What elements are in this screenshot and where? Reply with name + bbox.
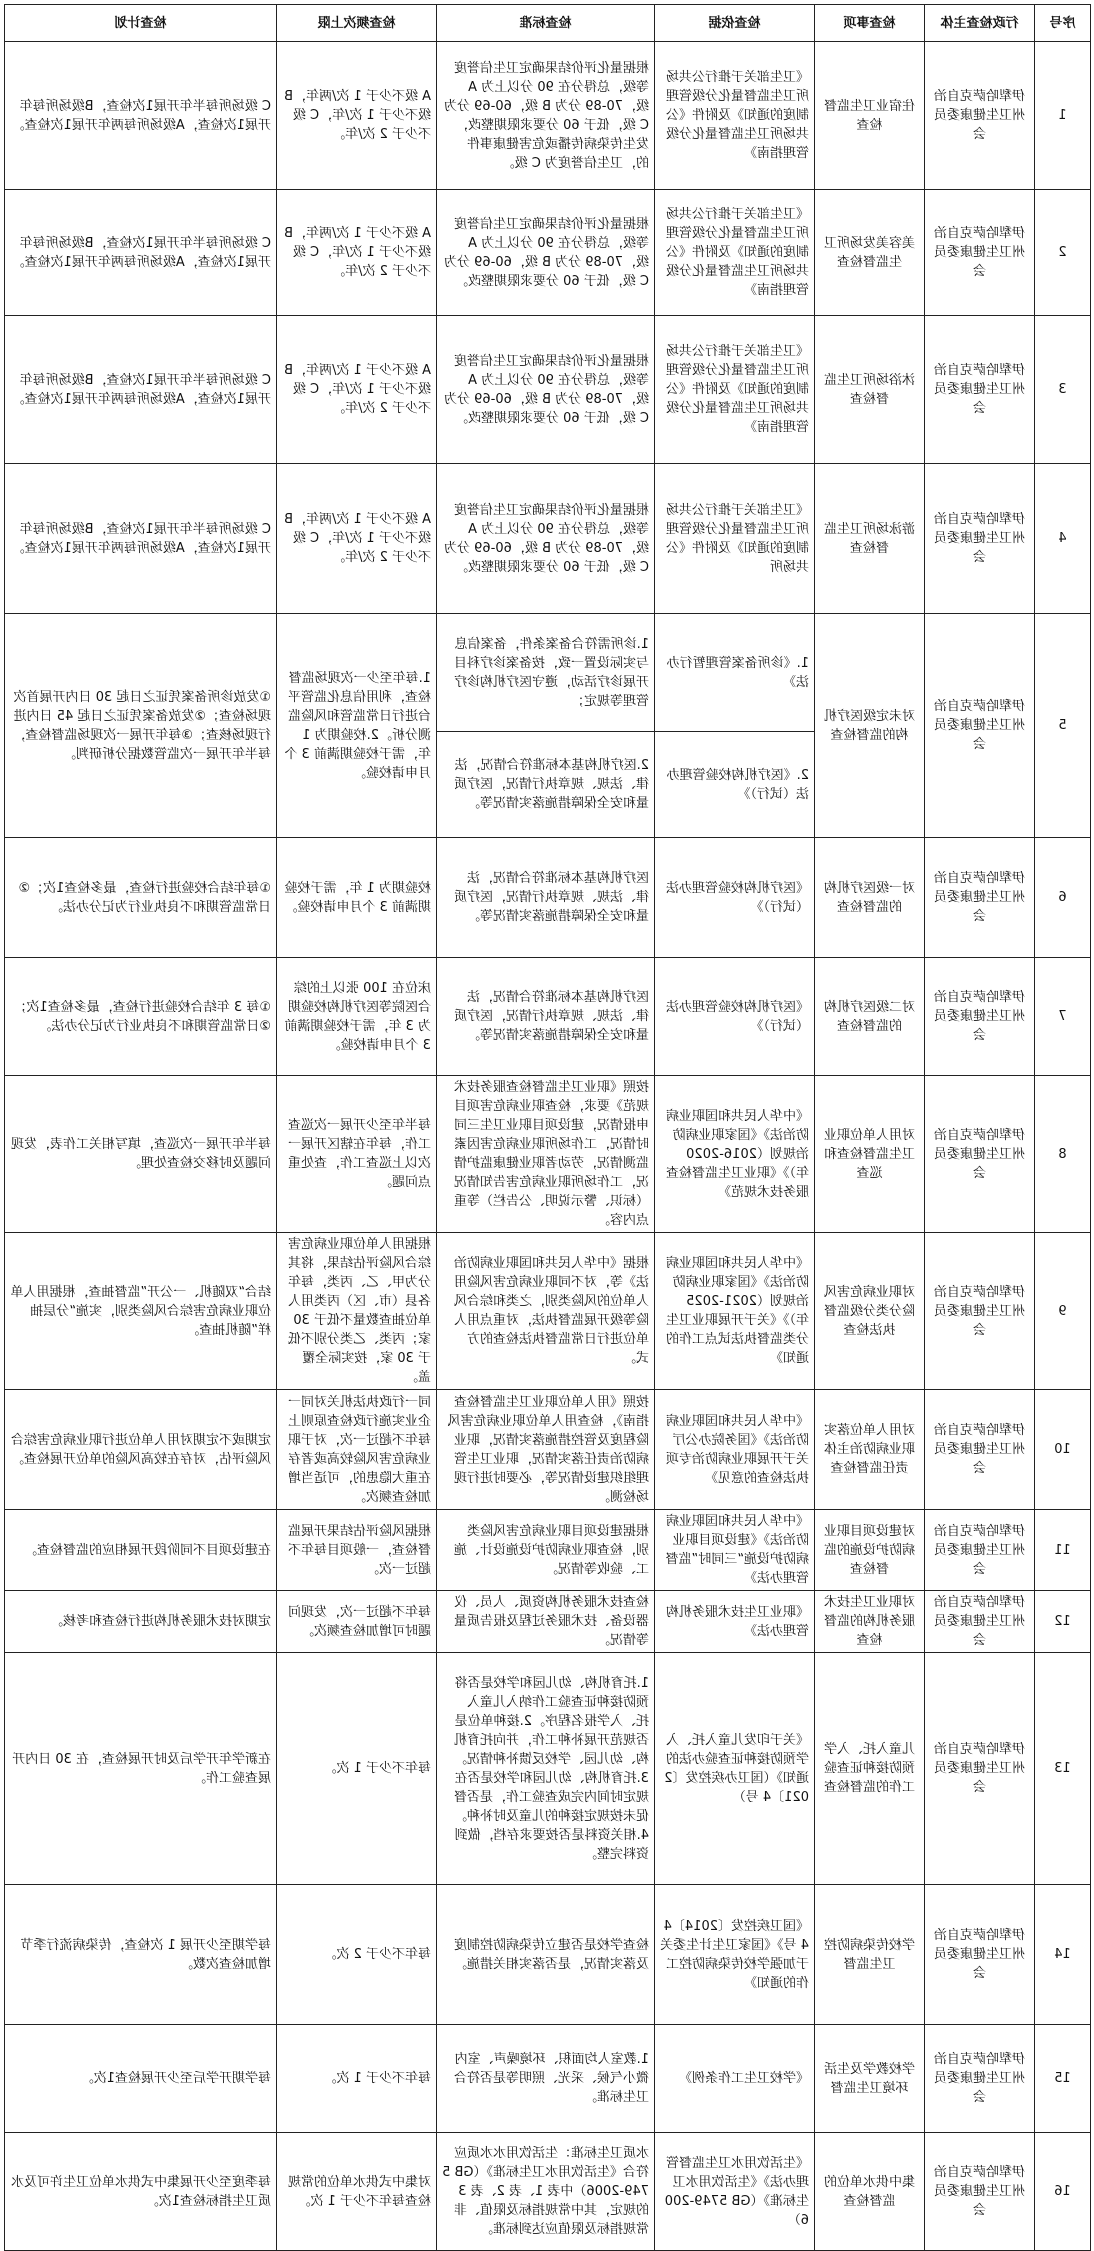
cell-plan: 每学期至少开展 1 次检查，传染病流行季节增加检查次数。 bbox=[5, 1885, 277, 2025]
cell-subject: 伊犁哈萨克自治州卫生健康委员会 bbox=[925, 2025, 1035, 2133]
cell-item: 美容美发场所卫生监督检查 bbox=[815, 190, 925, 316]
cell-frequency: 每年不少于 2 次。 bbox=[277, 1885, 437, 2025]
cell-subject: 伊犁哈萨克自治州卫生健康委员会 bbox=[925, 464, 1035, 614]
cell-standard: 1.诊所需符合备案条件，备案信息与实际设置一致，按备案诊疗科目开展诊疗活动，遵守医疗机构诊疗管理等规定； bbox=[437, 614, 655, 732]
cell-no: 10 bbox=[1035, 1390, 1091, 1510]
table-row bbox=[5, 1653, 1091, 1885]
cell-basis: 《卫生部关于推行公共场所卫生监督量化分级管理制度的通知》及附件《公共场所 bbox=[655, 464, 815, 614]
cell-basis: 《医疗机构校验管理办法（试行）》 bbox=[655, 838, 815, 958]
cell-no: 12 bbox=[1035, 1591, 1091, 1653]
cell-no: 6 bbox=[1035, 838, 1091, 958]
cell-plan: ①每年结合校验进行检查，最多检查1次；②日常监管期和不良执业行为记分办法。 bbox=[5, 838, 277, 958]
cell-standard: 2.医疗机构基本标准符合情况，法律、法规、规章执行情况，医疗质量和安全保障措施落实情况等。 bbox=[437, 732, 655, 838]
cell-subject: 伊犁哈萨克自治州卫生健康委员会 bbox=[925, 1076, 1035, 1233]
header-subject: 行政检查主体 bbox=[925, 5, 1035, 42]
cell-standard: 医疗机构基本标准符合情况，法律、法规、规章执行情况，医疗质量和安全保障措施落实情况等。 bbox=[437, 958, 655, 1076]
cell-basis: 《医疗机构校验管理办法（试行）》 bbox=[655, 958, 815, 1076]
cell-no: 16 bbox=[1035, 2133, 1091, 2251]
header-plan: 检查计划 bbox=[5, 5, 277, 42]
cell-frequency: A 级不少于 1 次/两年，B 级不少于 1 次/年，C 级不少于 2 次/年。 bbox=[277, 190, 437, 316]
cell-plan: 在新学年开学后及时开展检查，在 30 日内开展查验工作。 bbox=[5, 1653, 277, 1885]
cell-frequency: 根据用人单位职业病危害综合风险评估结果，将其分为甲、乙、丙类，每年各县（市、区）丙类用人单位抽查数量不低于 30 家；丙类、乙类分别不低于 30 家，按实际全覆盖。 bbox=[277, 1233, 437, 1390]
header-row bbox=[5, 5, 1091, 42]
cell-plan: 每半年开展一次巡查，填写相关工作表，发现问题及时移交检查处理。 bbox=[5, 1076, 277, 1233]
cell-frequency: A 级不少于 1 次/两年，B 级不少于 1 次/年，C 级不少于 2 次/年。 bbox=[277, 42, 437, 190]
table-row bbox=[5, 1390, 1091, 1510]
cell-subject: 伊犁哈萨克自治州卫生健康委员会 bbox=[925, 1390, 1035, 1510]
cell-frequency: 每年不少于 1 次。 bbox=[277, 1653, 437, 1885]
cell-subject: 伊犁哈萨克自治州卫生健康委员会 bbox=[925, 1653, 1035, 1885]
cell-subject: 伊犁哈萨克自治州卫生健康委员会 bbox=[925, 1233, 1035, 1390]
cell-item: 对一级医疗机构的监督检查 bbox=[815, 838, 925, 958]
table-row bbox=[5, 1591, 1091, 1653]
cell-item: 集中供水单位的监督检查 bbox=[815, 2133, 925, 2251]
cell-item: 住宿业卫生监督检查 bbox=[815, 42, 925, 190]
cell-no: 2 bbox=[1035, 190, 1091, 316]
cell-item: 对用人单位职业卫生监督检查和巡查 bbox=[815, 1076, 925, 1233]
cell-basis: 1.《诊所备案管理暂行办法》 bbox=[655, 614, 815, 732]
cell-no: 13 bbox=[1035, 1653, 1091, 1885]
cell-basis: 2.《医疗机构校验管理办法（试行）》 bbox=[655, 732, 815, 838]
cell-plan: ①每 3 年结合校验进行检查，最多检查1次；②日常监管期和不良执业行为记分办法。 bbox=[5, 958, 277, 1076]
cell-no: 15 bbox=[1035, 2025, 1091, 2133]
cell-standard: 根据量化评价结果确定卫生信誉度等级，总得分在 90 分以上为 A 级，70-89 分为 B 级，60-69 分为 C 级，低于 60 分要求限期整改。 bbox=[437, 464, 655, 614]
header-standard: 检查标准 bbox=[437, 5, 655, 42]
cell-standard: 按照《用人单位职业卫生监督检查指南》，检查用人单位职业病危害风险程度及管控措施落实情况，职业病防治责任落实情况，职业卫生管理组织建设情况等，必要时进行现场检测。 bbox=[437, 1390, 655, 1510]
cell-subject: 伊犁哈萨克自治州卫生健康委员会 bbox=[925, 958, 1035, 1076]
table-row bbox=[5, 2133, 1091, 2251]
cell-basis: 《国卫疾控发〔2014〕44 号》《国家卫生计生委关于加强学校传染病防控工作的通知》 bbox=[655, 1885, 815, 2025]
table-row bbox=[5, 1233, 1091, 1390]
cell-item: 对未定级医疗机构的监督检查 bbox=[815, 614, 925, 838]
cell-no: 7 bbox=[1035, 958, 1091, 1076]
table-row bbox=[5, 190, 1091, 316]
cell-basis: 《职业卫生技术服务机构管理办法》 bbox=[655, 1591, 815, 1653]
cell-standard: 检查学校是否建立传染病防控制度及落实情况，是否落实相关措施。 bbox=[437, 1885, 655, 2025]
cell-item: 学校传染病防控卫生监督 bbox=[815, 1885, 925, 2025]
cell-subject: 伊犁哈萨克自治州卫生健康委员会 bbox=[925, 1510, 1035, 1591]
table-row bbox=[5, 316, 1091, 464]
cell-basis: 《中华人民共和国职业病防治法》《建设项目职业病防护设施“三同时”监督管理办法》 bbox=[655, 1510, 815, 1591]
cell-plan: 定期或不定期对用人单位进行职业病危害综合风险评估，对存在较高风险的单位开展检查。 bbox=[5, 1390, 277, 1510]
cell-frequency: 每年不少于 1 次。 bbox=[277, 2025, 437, 2133]
header-frequency: 检查频次上限 bbox=[277, 5, 437, 42]
cell-no: 14 bbox=[1035, 1885, 1091, 2025]
cell-basis: 《关于印发儿童入托、入学预防接种证查验办法的通知》（国卫办疾控发〔2021〕4 号） bbox=[655, 1653, 815, 1885]
cell-plan: ①发放诊所备案凭证之日起 30 日内开展首次现场检查；②发放备案凭证之日起 45 日内进行现场核查；③每年开展一次现场监督检查，每半年开展一次监管数据分析研判。 bbox=[5, 614, 277, 838]
table-row bbox=[5, 838, 1091, 958]
cell-basis: 《生活饮用水卫生监督管理办法》《生活饮用水卫生标准》（GB 5749-2006） bbox=[655, 2133, 815, 2251]
cell-basis: 《卫生部关于推行公共场所卫生监督量化分级管理制度的通知》及附件《公共场所卫生监督量化分级管理指南》 bbox=[655, 190, 815, 316]
cell-frequency: 1.每年至少一次现场监督检查，利用信息化监管平台进行日常监管和风险监测分析。2.校验期为 1 年，需于校验期满前 3 个月申请校验。 bbox=[277, 614, 437, 838]
cell-standard: 检查技术服务机构资质、人员、仪器设备、技术服务过程及报告质量等情况。 bbox=[437, 1591, 655, 1653]
cell-item: 儿童入托、入学预防接种证查验工作的监督检查 bbox=[815, 1653, 925, 1885]
inspection-plan-table bbox=[4, 4, 1091, 2251]
cell-basis: 《卫生部关于推行公共场所卫生监督量化分级管理制度的通知》及附件《公共场所卫生监督量化分级管理指南》 bbox=[655, 316, 815, 464]
cell-no: 3 bbox=[1035, 316, 1091, 464]
cell-standard: 根据量化评价结果确定卫生信誉度等级，总得分在 90 分以上为 A 级，70-89 分为 B 级，60-69 分为 C 级，低于 60 分要求限期整改，发生传染病传播或危害健康事件的，卫生信誉度为 C 级。 bbox=[437, 42, 655, 190]
cell-subject: 伊犁哈萨克自治州卫生健康委员会 bbox=[925, 190, 1035, 316]
cell-basis: 《中华人民共和国职业病防治法》《国务院办公厅关于开展职业病防治专项执法检查的意见》 bbox=[655, 1390, 815, 1510]
cell-frequency: 同一行政执法机关对同一企业实施行政检查原则上每年不超过一次，对于职业病危害风险较高或者存在重大隐患的，可适当增加检查频次。 bbox=[277, 1390, 437, 1510]
table-row bbox=[5, 464, 1091, 614]
table-row bbox=[5, 2025, 1091, 2133]
header-basis: 检查依据 bbox=[655, 5, 815, 42]
cell-subject: 伊犁哈萨克自治州卫生健康委员会 bbox=[925, 838, 1035, 958]
cell-frequency: 每半年至少开展一次巡查工作，每年在辖区开展一次以上巡查工作，查处重点问题。 bbox=[277, 1076, 437, 1233]
cell-subject: 伊犁哈萨克自治州卫生健康委员会 bbox=[925, 2133, 1035, 2251]
table-row bbox=[5, 1885, 1091, 2025]
cell-frequency: 根据风险评估结果开展监督检查，一般项目每年不超过一次。 bbox=[277, 1510, 437, 1591]
cell-standard: 根据《中华人民共和国职业病防治法》等，对不同职业病危害风险用人单位的风险类别，之类和综合风险等级开展监督执法，对重点用人单位进行日常监督执法检查的方式。 bbox=[437, 1233, 655, 1390]
cell-plan: 结合“双随机、一公开”监督抽查，根据用人单位职业病危害综合风险类别，实施“分层抽样”随机抽查。 bbox=[5, 1233, 277, 1390]
cell-item: 学校教学及生活环境卫生监督 bbox=[815, 2025, 925, 2133]
cell-basis: 《中华人民共和国职业病防治法》《国家职业病防治规划（2021-2025 年）》《关于开展职业卫生分类监督执法试点工作的通知》 bbox=[655, 1233, 815, 1390]
cell-no: 1 bbox=[1035, 42, 1091, 190]
cell-frequency: 每年不超过一次，发现问题时可增加检查频次。 bbox=[277, 1591, 437, 1653]
table-row bbox=[5, 1510, 1091, 1591]
table-row bbox=[5, 42, 1091, 190]
cell-plan: C 级场所每半年开展1次检查，B级场所每年开展1次检查，A级场所每两年开展1次检查。 bbox=[5, 464, 277, 614]
cell-frequency: A 级不少于 1 次/两年，B 级不少于 1 次/年，C 级不少于 2 次/年。 bbox=[277, 464, 437, 614]
cell-standard: 1.托育机构、幼儿园和学校是否将预防接种证查验工作纳入儿童入托、入学报名程序。2.接种单位是否规范开展补种工作，并向托育机构、幼儿园、学校反馈补种情况。3.托育机构、幼儿园和学校是否在规定时间内完成查验工作，是否督促未按规定接种的儿童及时补种。4.相关资料是否按要求存档，做到资料完整。 bbox=[437, 1653, 655, 1885]
cell-no: 8 bbox=[1035, 1076, 1091, 1233]
cell-no: 4 bbox=[1035, 464, 1091, 614]
cell-subject: 伊犁哈萨克自治州卫生健康委员会 bbox=[925, 1591, 1035, 1653]
table-row bbox=[5, 1076, 1091, 1233]
cell-standard: 根据量化评价结果确定卫生信誉度等级，总得分在 90 分以上为 A 级，70-89 分为 B 级，60-69 分为 C 级，低于 60 分要求限期整改。 bbox=[437, 190, 655, 316]
cell-item: 游泳场所卫生监督检查 bbox=[815, 464, 925, 614]
header-item: 检查事项 bbox=[815, 5, 925, 42]
cell-item: 对职业病危害风险分类分级监督执法检查 bbox=[815, 1233, 925, 1390]
cell-item: 对职业卫生技术服务机构的监督检查 bbox=[815, 1591, 925, 1653]
cell-no: 9 bbox=[1035, 1233, 1091, 1390]
cell-item: 对用人单位落实职业病防治主体责任监督检查 bbox=[815, 1390, 925, 1510]
cell-plan: C 级场所每半年开展1次检查，B级场所每年开展1次检查，A级场所每两年开展1次检查。 bbox=[5, 42, 277, 190]
table-row bbox=[5, 958, 1091, 1076]
cell-basis: 《学校卫生工作条例》 bbox=[655, 2025, 815, 2133]
cell-subject: 伊犁哈萨克自治州卫生健康委员会 bbox=[925, 1885, 1035, 2025]
cell-subject: 伊犁哈萨克自治州卫生健康委员会 bbox=[925, 316, 1035, 464]
cell-frequency: A 级不少于 1 次/两年，B 级不少于 1 次/年，C 级不少于 2 次/年。 bbox=[277, 316, 437, 464]
cell-plan: 每季度至少开展集中式供水单位卫生许可及水质卫生指标检查1次。 bbox=[5, 2133, 277, 2251]
cell-standard: 医疗机构基本标准符合情况，法律、法规、规章执行情况，医疗质量和安全保障措施落实情况等。 bbox=[437, 838, 655, 958]
cell-plan: C 级场所每半年开展1次检查，B级场所每年开展1次检查，A级场所每两年开展1次检查。 bbox=[5, 316, 277, 464]
cell-standard: 根据量化评价结果确定卫生信誉度等级，总得分在 90 分以上为 A 级，70-89 分为 B 级，60-69 分为 C 级，低于 60 分要求限期整改。 bbox=[437, 316, 655, 464]
cell-frequency: 床位在 100 张以上的综合医院等医疗机构校验期为 3 年，需于校验期满前 3 个月申请校验。 bbox=[277, 958, 437, 1076]
cell-plan: 定期对技术服务机构进行检查和考核。 bbox=[5, 1591, 277, 1653]
cell-standard: 按照《职业卫生监督检查服务技术规范》要求，检查职业病危害项目申报情况，建设项目职业卫生三同时情况，工作场所职业病危害因素监测情况，劳动者职业健康监护情况，工作场所职业病危害告知情况（标识、警示说明、公告栏）等重点内容。 bbox=[437, 1076, 655, 1233]
cell-plan: 在建设项目不同阶段开展相应的监督检查。 bbox=[5, 1510, 277, 1591]
cell-standard: 1.教室人均面积、环境噪声、室内微小气候、采光、照明等是否符合卫生标准。 bbox=[437, 2025, 655, 2133]
cell-basis: 《中华人民共和国职业病防治法》《国家职业病防治规划（2016-2020 年）》《职业卫生监督检查服务技术规范》 bbox=[655, 1076, 815, 1233]
header-no: 序号 bbox=[1035, 5, 1091, 42]
cell-subject: 伊犁哈萨克自治州卫生健康委员会 bbox=[925, 42, 1035, 190]
cell-frequency: 校验期为 1 年，需于校验期满前 3 个月申请校验。 bbox=[277, 838, 437, 958]
cell-item: 对建设项目职业病防护设施的监督检查 bbox=[815, 1510, 925, 1591]
cell-no: 5 bbox=[1035, 614, 1091, 838]
cell-standard: 根据建设项目职业病危害风险类别，检查职业病防护设施设计、施工、验收等情况。 bbox=[437, 1510, 655, 1591]
cell-standard: 水质卫生标准：生活饮用水水质应符合《生活饮用水卫生标准》（GB 5749-2006）中表 1、表 2、表 3 的规定，其中常规指标及限值、非常规指标及限值应达到标准。 bbox=[437, 2133, 655, 2251]
cell-no: 11 bbox=[1035, 1510, 1091, 1591]
cell-subject: 伊犁哈萨克自治州卫生健康委员会 bbox=[925, 614, 1035, 838]
cell-item: 沐浴场所卫生监督检查 bbox=[815, 316, 925, 464]
cell-plan: 每学期开学后至少开展检查1次。 bbox=[5, 2025, 277, 2133]
table-row bbox=[5, 614, 1091, 732]
cell-plan: C 级场所每半年开展1次检查，B级场所每年开展1次检查，A级场所每两年开展1次检查。 bbox=[5, 190, 277, 316]
cell-item: 对二级医疗机构的监督检查 bbox=[815, 958, 925, 1076]
cell-frequency: 对集中式供水单位的常规检查每年不少于 1 次。 bbox=[277, 2133, 437, 2251]
cell-basis: 《卫生部关于推行公共场所卫生监督量化分级管理制度的通知》及附件《公共场所卫生监督量化分级管理指南》 bbox=[655, 42, 815, 190]
